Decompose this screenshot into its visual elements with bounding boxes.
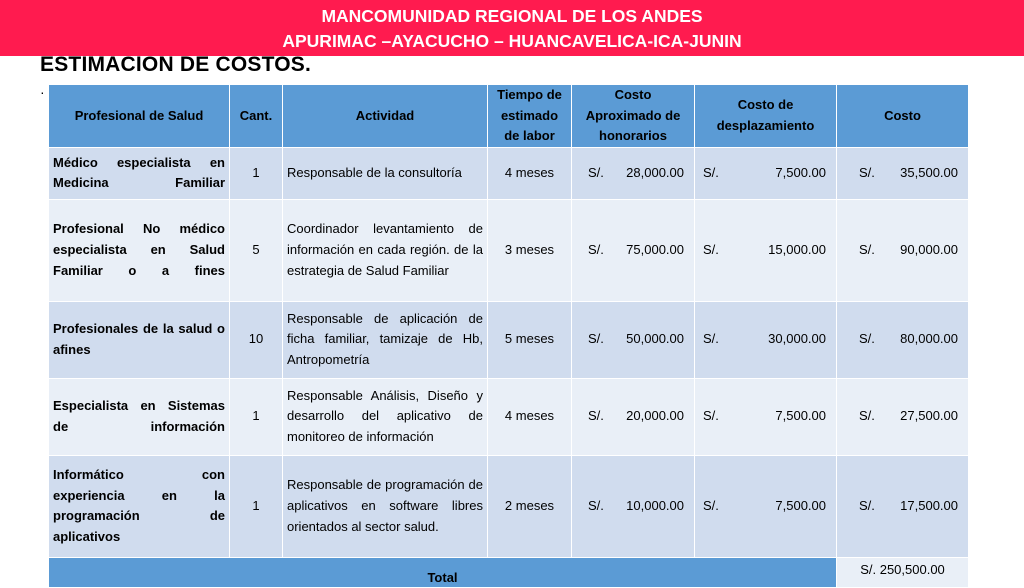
currency-label: S/. bbox=[703, 241, 719, 257]
currency-label: S/. bbox=[859, 241, 875, 257]
column-header: Costo de desplazamiento bbox=[695, 85, 837, 148]
cant-cell: 1 bbox=[230, 455, 283, 557]
profesional-cell: Especialista en Sistemas de información bbox=[49, 378, 230, 455]
costo-cell bbox=[837, 455, 969, 557]
honorarios-value: 20,000.00 bbox=[626, 408, 684, 424]
costo-value: 35,500.00 bbox=[900, 164, 958, 180]
cant-cell: 1 bbox=[230, 378, 283, 455]
currency-label: S/. bbox=[588, 408, 604, 424]
tiempo-cell: 2 meses bbox=[488, 455, 572, 557]
profesional-cell: Informático con experiencia en la programación de aplicativos bbox=[49, 455, 230, 557]
table-header-row bbox=[49, 85, 969, 148]
cant-cell: 10 bbox=[230, 301, 283, 378]
honorarios-value: 75,000.00 bbox=[626, 241, 684, 257]
header-banner bbox=[0, 0, 1024, 56]
honorarios-value: 50,000.00 bbox=[626, 331, 684, 347]
table-row bbox=[49, 301, 969, 378]
currency-label: S/. bbox=[859, 408, 875, 424]
costo-value: 90,000.00 bbox=[900, 241, 958, 257]
costo-value: 17,500.00 bbox=[900, 497, 958, 513]
profesional-cell: Profesional No médico especialista en Salud Familiar o a fines bbox=[49, 199, 230, 301]
column-header: Costo bbox=[837, 85, 969, 148]
profesional-cell: Profesionales de la salud o afines bbox=[49, 301, 230, 378]
desplazamiento-cell bbox=[695, 378, 837, 455]
actividad-cell: Coordinador levantamiento de información en cada región. de la estrategia de Salud Familiar bbox=[283, 199, 488, 301]
tiempo-cell: 4 meses bbox=[488, 378, 572, 455]
honorarios-value: 10,000.00 bbox=[626, 497, 684, 513]
column-header: Actividad bbox=[283, 85, 488, 148]
column-header: Costo Aproximado de honorarios bbox=[572, 85, 695, 148]
desplazamiento-cell bbox=[695, 147, 837, 199]
desplazamiento-value: 30,000.00 bbox=[768, 331, 826, 347]
actividad-cell: Responsable de programación de aplicativos en software libres orientados al sector salud. bbox=[283, 455, 488, 557]
column-header: Tiempo de estimado de labor bbox=[488, 85, 572, 148]
currency-label: S/. bbox=[859, 164, 875, 180]
header-title-line2: APURIMAC –AYACUCHO – HUANCAVELICA-ICA-JUNIN bbox=[282, 31, 742, 51]
currency-label: S/. bbox=[703, 497, 719, 513]
currency-label: S/. bbox=[588, 164, 604, 180]
currency-label: S/. bbox=[588, 331, 604, 347]
table-row bbox=[49, 199, 969, 301]
total-value: S/. 250,500.00 bbox=[837, 557, 969, 587]
desplazamiento-value: 7,500.00 bbox=[775, 164, 826, 180]
honorarios-cell bbox=[572, 199, 695, 301]
actividad-cell: Responsable de aplicación de ficha familiar, tamizaje de Hb, Antropometría bbox=[283, 301, 488, 378]
page-title: ESTIMACION DE COSTOS. bbox=[40, 53, 312, 76]
desplazamiento-cell bbox=[695, 455, 837, 557]
currency-label: S/. bbox=[703, 408, 719, 424]
currency-label: S/. bbox=[588, 241, 604, 257]
tiempo-cell: 4 meses bbox=[488, 147, 572, 199]
costo-value: 80,000.00 bbox=[900, 331, 958, 347]
currency-label: S/. bbox=[859, 497, 875, 513]
profesional-cell: Médico especialista en Medicina Familiar bbox=[49, 147, 230, 199]
costo-cell bbox=[837, 301, 969, 378]
desplazamiento-cell bbox=[695, 301, 837, 378]
currency-label: S/. bbox=[859, 331, 875, 347]
honorarios-cell bbox=[572, 378, 695, 455]
bullet-point: · bbox=[40, 84, 45, 100]
desplazamiento-value: 7,500.00 bbox=[775, 497, 826, 513]
honorarios-cell bbox=[572, 455, 695, 557]
tiempo-cell: 3 meses bbox=[488, 199, 572, 301]
desplazamiento-value: 15,000.00 bbox=[768, 241, 826, 257]
costo-value: 27,500.00 bbox=[900, 408, 958, 424]
cant-cell: 1 bbox=[230, 147, 283, 199]
currency-label: S/. bbox=[703, 164, 719, 180]
tiempo-cell: 5 meses bbox=[488, 301, 572, 378]
total-label: Total bbox=[49, 557, 837, 587]
cost-table bbox=[48, 84, 969, 588]
currency-label: S/. bbox=[703, 331, 719, 347]
total-row bbox=[49, 557, 969, 587]
actividad-cell: Responsable de la consultoría bbox=[283, 147, 488, 199]
table-row bbox=[49, 455, 969, 557]
costo-cell bbox=[837, 378, 969, 455]
honorarios-cell bbox=[572, 301, 695, 378]
costo-cell bbox=[837, 199, 969, 301]
desplazamiento-value: 7,500.00 bbox=[775, 408, 826, 424]
honorarios-cell bbox=[572, 147, 695, 199]
desplazamiento-cell bbox=[695, 199, 837, 301]
actividad-cell: Responsable Análisis, Diseño y desarrollo del aplicativo de monitoreo de información bbox=[283, 378, 488, 455]
column-header: Profesional de Salud bbox=[49, 85, 230, 148]
table-row bbox=[49, 147, 969, 199]
honorarios-value: 28,000.00 bbox=[626, 164, 684, 180]
column-header: Cant. bbox=[230, 85, 283, 148]
currency-label: S/. bbox=[588, 497, 604, 513]
table-row bbox=[49, 378, 969, 455]
header-title-line1: MANCOMUNIDAD REGIONAL DE LOS ANDES bbox=[321, 6, 703, 26]
cant-cell: 5 bbox=[230, 199, 283, 301]
costo-cell bbox=[837, 147, 969, 199]
